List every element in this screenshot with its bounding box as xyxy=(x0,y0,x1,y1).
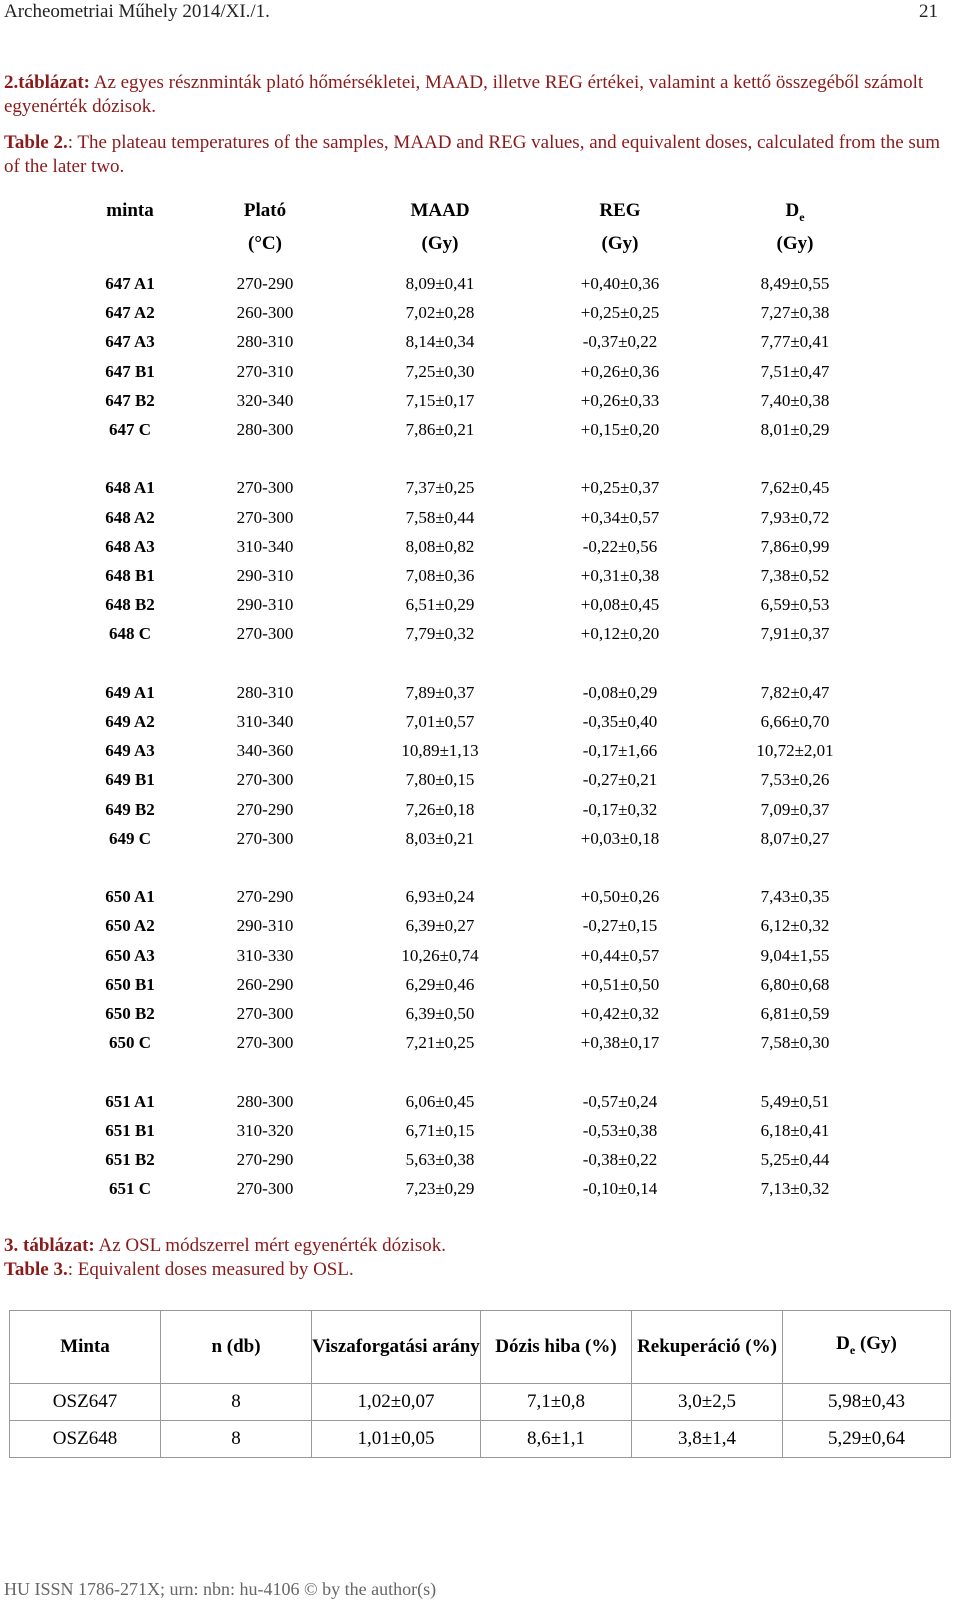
plato-cell: 310-340 xyxy=(236,712,294,731)
minta-cell: 649 A3 xyxy=(105,741,155,761)
de-cell: 7,91±0,37 xyxy=(760,624,830,644)
col-header-de: $D_e$ (Gy) xyxy=(783,1311,951,1384)
minta-cell: 650 C xyxy=(108,1033,152,1053)
col-header-dozis-hiba: Dózis hiba (%) xyxy=(481,1311,632,1384)
plato-cell: 270-290 xyxy=(236,1150,294,1169)
table-row xyxy=(0,1121,960,1149)
reg-cell: -0,22±0,56 xyxy=(582,536,658,556)
table-row xyxy=(0,1150,960,1178)
maad-cell: 8,08±0,82 xyxy=(405,536,475,556)
reg-cell: -0,35±0,40 xyxy=(582,712,658,731)
table-row xyxy=(0,537,960,565)
reg-cell: +0,25±0,37 xyxy=(580,478,660,498)
cell: 5,29±0,64 xyxy=(783,1421,951,1458)
cell: 3,8±1,4 xyxy=(632,1421,783,1458)
maad-cell: 7,80±0,15 xyxy=(405,770,475,790)
reg-cell: -0,57±0,24 xyxy=(582,1091,658,1111)
reg-cell: +0,26±0,33 xyxy=(580,390,660,410)
maad-cell: 6,06±0,45 xyxy=(405,1091,475,1111)
reg-cell: +0,44±0,57 xyxy=(580,945,660,965)
plato-cell: 340-360 xyxy=(236,741,294,761)
maad-cell: 6,39±0,50 xyxy=(405,1004,475,1023)
minta-cell: 650 B2 xyxy=(105,1004,155,1023)
reg-cell: +0,26±0,36 xyxy=(580,361,660,381)
de-cell: 8,01±0,29 xyxy=(760,420,830,439)
de-cell: 6,66±0,70 xyxy=(760,712,830,731)
reg-cell: +0,03±0,18 xyxy=(580,828,660,848)
minta-cell: 650 A3 xyxy=(105,945,155,965)
de-cell: 7,58±0,30 xyxy=(760,1033,830,1053)
table-row xyxy=(0,683,960,711)
table-row xyxy=(0,303,960,331)
caption-label: Table 3. xyxy=(4,1259,68,1280)
minta-cell: 650 B1 xyxy=(105,974,155,994)
plato-cell: 270-300 xyxy=(236,478,294,498)
plato-cell: 260-300 xyxy=(236,303,294,323)
de-cell: 8,07±0,27 xyxy=(760,828,830,848)
table-row xyxy=(0,566,960,594)
cell: 8 xyxy=(161,1421,312,1458)
minta-cell: 651 C xyxy=(108,1179,152,1199)
minta-cell: 651 B2 xyxy=(105,1150,155,1169)
plato-cell: 270-290 xyxy=(236,887,294,907)
minta-cell: 649 B1 xyxy=(105,770,155,790)
table-row xyxy=(0,508,960,536)
table-row xyxy=(0,332,960,360)
de-cell: 7,09±0,37 xyxy=(760,799,830,819)
de-cell: 5,49±0,51 xyxy=(760,1091,830,1111)
table-row xyxy=(0,800,960,828)
caption-text: : The plateau temperatures of the samples, MAAD and REG values, and equivalent doses, calculated from the sum of the later two. xyxy=(4,132,941,177)
de-cell: 6,12±0,32 xyxy=(760,916,830,936)
caption-text: Az OSL módszerrel mért egyenérték dózisok. xyxy=(94,1235,446,1256)
reg-cell: +0,15±0,20 xyxy=(580,420,660,439)
col-header-rekuperacio: Rekuperáció (%) xyxy=(632,1311,783,1384)
plato-cell: 280-310 xyxy=(236,682,294,702)
reg-cell: +0,34±0,57 xyxy=(580,507,660,527)
minta-cell: 647 C xyxy=(108,420,152,439)
journal-header: Archeometriai Műhely 2014/XI./1. xyxy=(4,1,270,22)
cell: OSZ647 xyxy=(10,1384,161,1421)
minta-cell: 648 B2 xyxy=(105,595,155,615)
table-row xyxy=(0,624,960,652)
cell: 1,02±0,07 xyxy=(312,1384,481,1421)
plato-cell: 280-300 xyxy=(236,420,294,439)
table-row xyxy=(0,975,960,1003)
table3-caption-hu xyxy=(4,1234,954,1258)
col-header-viszaforgatasi: Viszaforgatási arány xyxy=(312,1311,481,1384)
footer-issn: HU ISSN 1786-271X; urn: nbn: hu-4106 © by the author(s) xyxy=(4,1579,437,1599)
caption-label: 3. táblázat: xyxy=(4,1235,95,1256)
table-row xyxy=(10,1384,951,1421)
table-row xyxy=(0,829,960,857)
maad-cell: 8,09±0,41 xyxy=(405,274,475,293)
reg-cell: +0,25±0,25 xyxy=(580,303,660,323)
table-row xyxy=(0,391,960,419)
minta-cell: 647 A1 xyxy=(105,274,155,293)
minta-cell: 649 A2 xyxy=(105,712,155,731)
table-row xyxy=(0,1033,960,1061)
minta-cell: 649 A1 xyxy=(105,682,155,702)
col-header-plato: Plató xyxy=(243,200,287,221)
table2-caption-en xyxy=(4,131,954,179)
minta-cell: 650 A2 xyxy=(105,916,155,936)
reg-cell: -0,37±0,22 xyxy=(582,332,658,352)
plato-cell: 270-300 xyxy=(236,828,294,848)
plato-cell: 310-340 xyxy=(236,536,294,556)
de-cell: 7,43±0,35 xyxy=(760,887,830,907)
plato-cell: 270-300 xyxy=(236,770,294,790)
minta-cell: 647 B2 xyxy=(105,390,155,410)
table-row xyxy=(0,1179,960,1207)
table-row xyxy=(0,946,960,974)
reg-cell: +0,38±0,17 xyxy=(580,1033,660,1053)
unit-plato: (°C) xyxy=(248,233,282,254)
de-cell: 7,82±0,47 xyxy=(760,682,830,702)
maad-cell: 6,71±0,15 xyxy=(405,1120,475,1140)
plato-cell: 320-340 xyxy=(236,390,294,410)
de-cell: 10,72±2,01 xyxy=(756,741,834,761)
maad-cell: 7,37±0,25 xyxy=(405,478,475,498)
plato-cell: 270-310 xyxy=(236,361,294,381)
maad-cell: 7,01±0,57 xyxy=(405,712,475,731)
table-row xyxy=(0,712,960,740)
maad-cell: 6,51±0,29 xyxy=(405,595,475,615)
caption-label: 2.táblázat: xyxy=(4,72,91,93)
caption-text: : Equivalent doses measured by OSL. xyxy=(67,1259,354,1280)
cell: 7,1±0,8 xyxy=(481,1384,632,1421)
de-cell: 7,27±0,38 xyxy=(760,303,830,323)
minta-cell: 647 A2 xyxy=(105,303,155,323)
reg-cell: +0,42±0,32 xyxy=(580,1004,660,1023)
cell: 8 xyxy=(161,1384,312,1421)
maad-cell: 7,08±0,36 xyxy=(405,566,475,585)
reg-cell: -0,08±0,29 xyxy=(582,682,658,702)
de-cell: 7,86±0,99 xyxy=(760,536,830,556)
table-row xyxy=(0,741,960,769)
minta-cell: 647 A3 xyxy=(105,332,155,352)
reg-cell: -0,27±0,21 xyxy=(582,770,658,790)
plato-cell: 290-310 xyxy=(236,595,294,615)
reg-cell: +0,50±0,26 xyxy=(580,887,660,907)
table2-units-row xyxy=(0,233,960,261)
plato-cell: 290-310 xyxy=(236,916,294,936)
minta-cell: 647 B1 xyxy=(105,361,155,381)
plato-cell: 280-310 xyxy=(236,332,294,352)
maad-cell: 6,93±0,24 xyxy=(405,887,475,907)
unit-reg: (Gy) xyxy=(601,233,639,254)
maad-cell: 8,03±0,21 xyxy=(405,828,475,848)
minta-cell: 650 A1 xyxy=(105,887,155,907)
maad-cell: 7,23±0,29 xyxy=(405,1179,475,1199)
cell: OSZ648 xyxy=(10,1421,161,1458)
cell: 5,98±0,43 xyxy=(783,1384,951,1421)
minta-cell: 649 B2 xyxy=(105,799,155,819)
minta-cell: 651 A1 xyxy=(105,1091,155,1111)
maad-cell: 7,79±0,32 xyxy=(405,624,475,644)
de-cell: 9,04±1,55 xyxy=(760,945,830,965)
table-row xyxy=(10,1421,951,1458)
maad-cell: 7,15±0,17 xyxy=(405,390,475,410)
plato-cell: 270-300 xyxy=(236,1004,294,1023)
reg-cell: -0,27±0,15 xyxy=(582,916,658,936)
plato-cell: 270-300 xyxy=(236,507,294,527)
maad-cell: 6,29±0,46 xyxy=(405,974,475,994)
table-row xyxy=(0,1092,960,1120)
reg-cell: -0,53±0,38 xyxy=(582,1120,658,1140)
table-row xyxy=(0,274,960,302)
minta-cell: 648 A3 xyxy=(105,536,155,556)
table-row xyxy=(0,770,960,798)
plato-cell: 270-290 xyxy=(236,799,294,819)
minta-cell: 649 C xyxy=(108,828,152,848)
page-number: 21 xyxy=(919,1,938,22)
minta-cell: 648 C xyxy=(108,624,152,644)
plato-cell: 310-330 xyxy=(236,945,294,965)
reg-cell: +0,51±0,50 xyxy=(580,974,660,994)
cell: 1,01±0,05 xyxy=(312,1421,481,1458)
de-cell: 7,40±0,38 xyxy=(760,390,830,410)
table3-header-row xyxy=(10,1311,951,1384)
plato-cell: 270-300 xyxy=(236,624,294,644)
de-cell: 5,25±0,44 xyxy=(760,1150,830,1169)
unit-maad: (Gy) xyxy=(421,233,459,254)
table-row xyxy=(0,595,960,623)
plato-cell: 270-300 xyxy=(236,1033,294,1053)
reg-cell: +0,08±0,45 xyxy=(580,595,660,615)
reg-cell: -0,10±0,14 xyxy=(582,1179,658,1199)
minta-cell: 651 B1 xyxy=(105,1120,155,1140)
maad-cell: 7,25±0,30 xyxy=(405,361,475,381)
maad-cell: 7,26±0,18 xyxy=(405,799,475,819)
col-header-n: n (db) xyxy=(161,1311,312,1384)
col-header-de: $D_e$ xyxy=(785,200,805,224)
caption-label: Table 2. xyxy=(4,132,68,153)
table-row xyxy=(0,887,960,915)
de-cell: 7,93±0,72 xyxy=(760,507,830,527)
de-cell: 7,38±0,52 xyxy=(760,566,830,585)
minta-cell: 648 A1 xyxy=(105,478,155,498)
maad-cell: 5,63±0,38 xyxy=(405,1150,475,1169)
maad-cell: 7,02±0,28 xyxy=(405,303,475,323)
de-cell: 7,77±0,41 xyxy=(760,332,830,352)
maad-cell: 7,58±0,44 xyxy=(405,507,475,527)
maad-cell: 7,89±0,37 xyxy=(405,682,475,702)
de-cell: 7,53±0,26 xyxy=(760,770,830,790)
reg-cell: +0,31±0,38 xyxy=(580,566,660,585)
table2-header-row xyxy=(0,200,960,228)
de-cell: 8,49±0,55 xyxy=(760,274,830,293)
table-row xyxy=(0,1004,960,1032)
de-cell: 6,81±0,59 xyxy=(760,1004,830,1023)
reg-cell: +0,40±0,36 xyxy=(580,274,660,293)
caption-text: Az egyes résznminták plató hőmérsékletei, MAAD, illetve REG értékei, valamint a kettő összegéből számolt egyenérték dózisok. xyxy=(4,72,924,117)
col-header-reg: REG xyxy=(599,200,641,221)
plato-cell: 290-310 xyxy=(236,566,294,585)
table3 xyxy=(9,1310,951,1458)
maad-cell: 10,26±0,74 xyxy=(401,945,479,965)
maad-cell: 7,86±0,21 xyxy=(405,420,475,439)
de-cell: 7,13±0,32 xyxy=(760,1179,830,1199)
plato-cell: 280-300 xyxy=(236,1091,294,1111)
cell: 3,0±2,5 xyxy=(632,1384,783,1421)
minta-cell: 648 A2 xyxy=(105,507,155,527)
de-cell: 7,62±0,45 xyxy=(760,478,830,498)
table-row xyxy=(0,478,960,506)
table2-caption-hu xyxy=(4,71,954,119)
maad-cell: 8,14±0,34 xyxy=(405,332,475,352)
col-header-minta: Minta xyxy=(10,1311,161,1384)
reg-cell: -0,38±0,22 xyxy=(582,1150,658,1169)
cell: 8,6±1,1 xyxy=(481,1421,632,1458)
reg-cell: -0,17±1,66 xyxy=(582,741,658,761)
unit-de: (Gy) xyxy=(776,233,814,254)
de-cell: 6,59±0,53 xyxy=(760,595,830,615)
col-header-minta: minta xyxy=(106,200,154,221)
plato-cell: 270-290 xyxy=(236,274,294,293)
reg-cell: +0,12±0,20 xyxy=(580,624,660,644)
minta-cell: 648 B1 xyxy=(105,566,155,585)
maad-cell: 10,89±1,13 xyxy=(401,741,479,761)
de-cell: 6,80±0,68 xyxy=(760,974,830,994)
maad-cell: 6,39±0,27 xyxy=(405,916,475,936)
de-cell: 7,51±0,47 xyxy=(760,361,830,381)
maad-cell: 7,21±0,25 xyxy=(405,1033,475,1053)
table-row xyxy=(0,362,960,390)
table-row xyxy=(0,420,960,448)
plato-cell: 260-290 xyxy=(236,974,294,994)
table-row xyxy=(0,916,960,944)
plato-cell: 270-300 xyxy=(236,1179,294,1199)
table3-caption-en xyxy=(4,1258,954,1282)
de-cell: 6,18±0,41 xyxy=(760,1120,830,1140)
col-header-maad: MAAD xyxy=(410,200,470,221)
plato-cell: 310-320 xyxy=(236,1120,294,1140)
reg-cell: -0,17±0,32 xyxy=(582,799,658,819)
